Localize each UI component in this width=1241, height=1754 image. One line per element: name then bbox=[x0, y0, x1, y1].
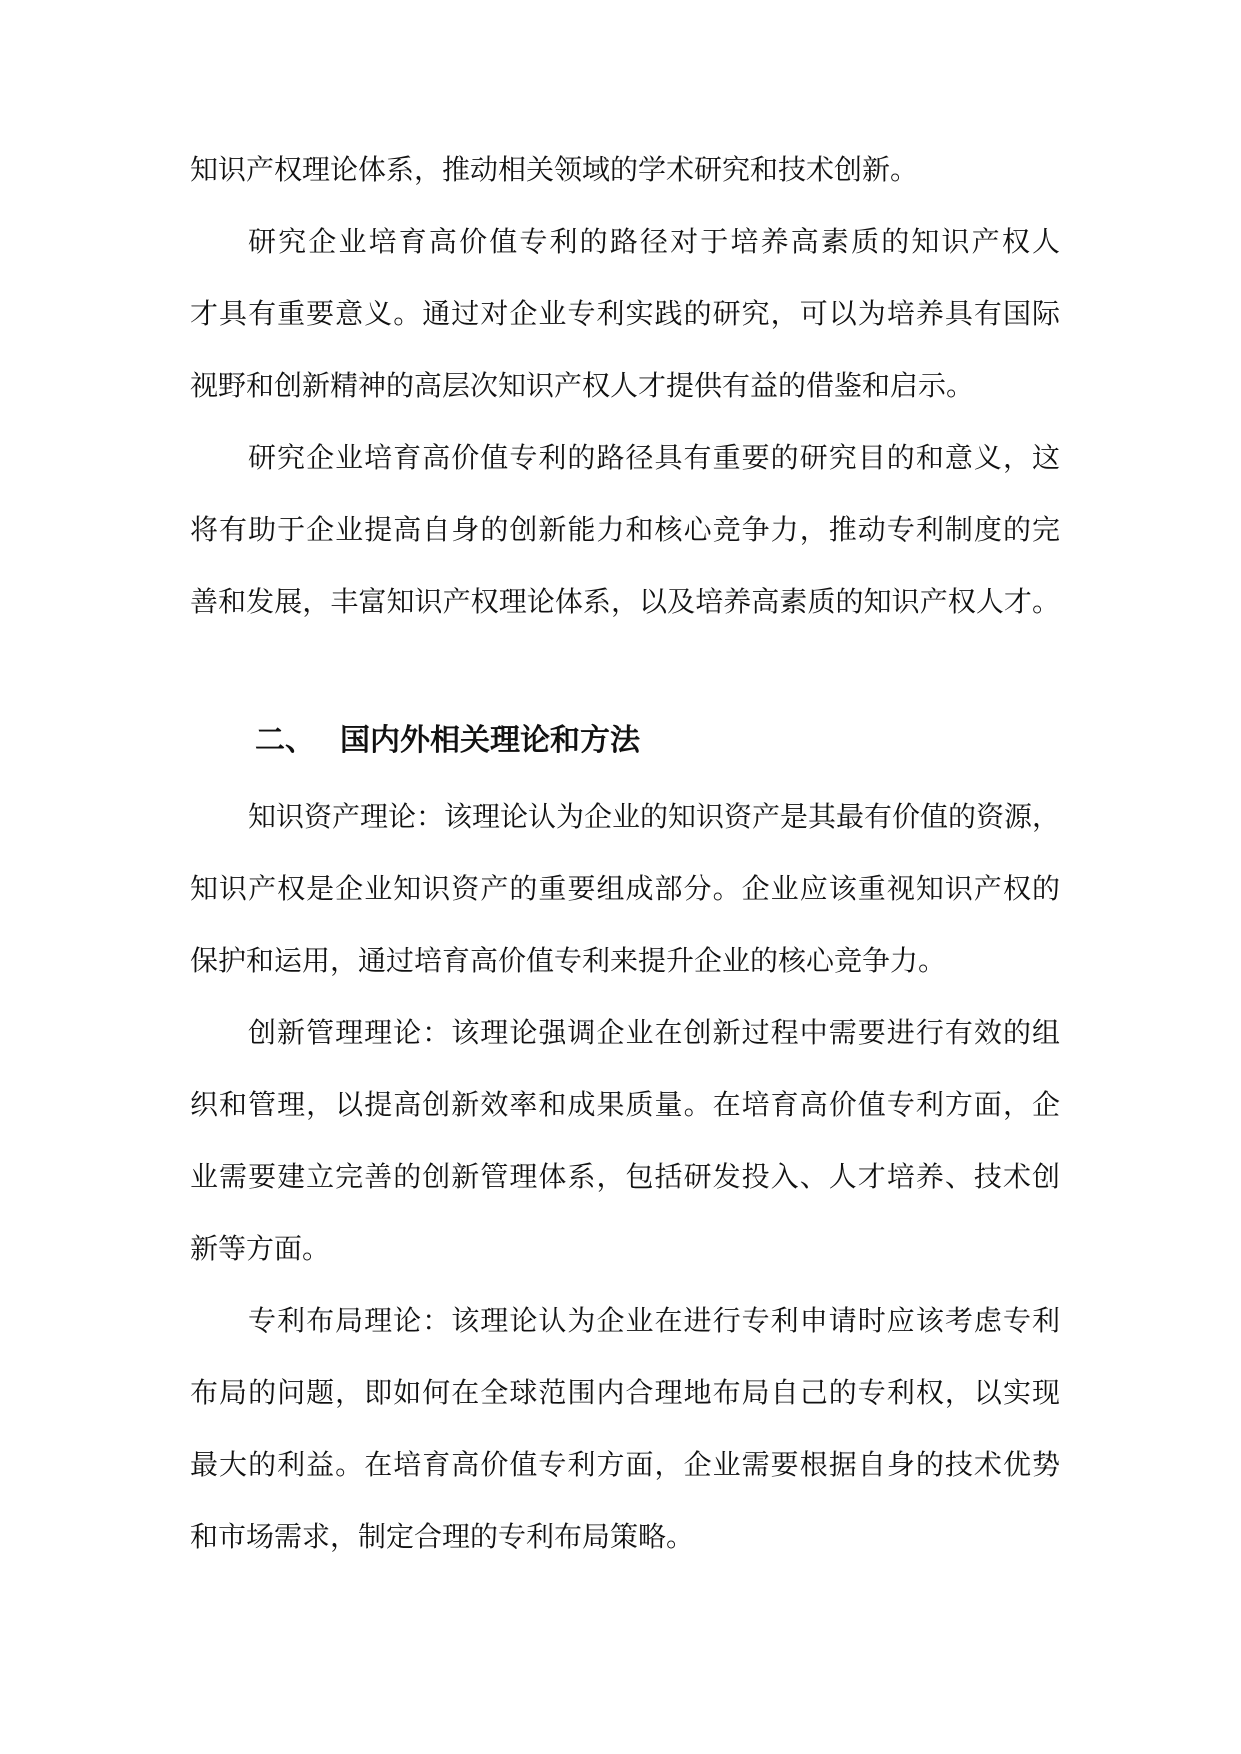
paragraph-line: 研究企业培育高价值专利的路径对于培养高素质的知识产权人 bbox=[248, 225, 1060, 258]
paragraph-line: 将有助于企业提高自身的创新能力和核心竞争力，推动专利制度的完 bbox=[190, 513, 1060, 546]
paragraph-line: 研究企业培育高价值专利的路径具有重要的研究目的和意义，这 bbox=[248, 441, 1060, 474]
paragraph-line: 善和发展，丰富知识产权理论体系，以及培养高素质的知识产权人才。 bbox=[190, 585, 1060, 618]
paragraph-line: 创新管理理论：该理论强调企业在创新过程中需要进行有效的组 bbox=[248, 1016, 1060, 1049]
paragraph-line: 才具有重要意义。通过对企业专利实践的研究，可以为培养具有国际 bbox=[190, 297, 1060, 330]
paragraph-line: 知识资产理论：该理论认为企业的知识资产是其最有价值的资源， bbox=[248, 800, 1061, 833]
section-heading-number: 二、 bbox=[255, 723, 315, 758]
paragraph-line: 专利布局理论：该理论认为企业在进行专利申请时应该考虑专利 bbox=[248, 1304, 1060, 1337]
paragraph-line: 知识产权理论体系，推动相关领域的学术研究和技术创新。 bbox=[190, 153, 919, 186]
paragraph-line: 新等方面。 bbox=[190, 1232, 331, 1265]
section-heading-title: 国内外相关理论和方法 bbox=[340, 723, 640, 758]
paragraph-line: 视野和创新精神的高层次知识产权人才提供有益的借鉴和启示。 bbox=[190, 369, 975, 402]
paragraph-line: 业需要建立完善的创新管理体系，包括研发投入、人才培养、技术创 bbox=[190, 1160, 1060, 1193]
paragraph-line: 和市场需求，制定合理的专利布局策略。 bbox=[190, 1520, 695, 1553]
paragraph-line: 知识产权是企业知识资产的重要组成部分。企业应该重视知识产权的 bbox=[190, 872, 1060, 905]
paragraph-line: 最大的利益。在培育高价值专利方面，企业需要根据自身的技术优势 bbox=[190, 1448, 1060, 1481]
paragraph-line: 保护和运用，通过培育高价值专利来提升企业的核心竞争力。 bbox=[190, 944, 947, 977]
paragraph-line: 布局的问题，即如何在全球范围内合理地布局自己的专利权，以实现 bbox=[190, 1376, 1060, 1409]
paragraph-line: 织和管理，以提高创新效率和成果质量。在培育高价值专利方面，企 bbox=[190, 1088, 1060, 1121]
